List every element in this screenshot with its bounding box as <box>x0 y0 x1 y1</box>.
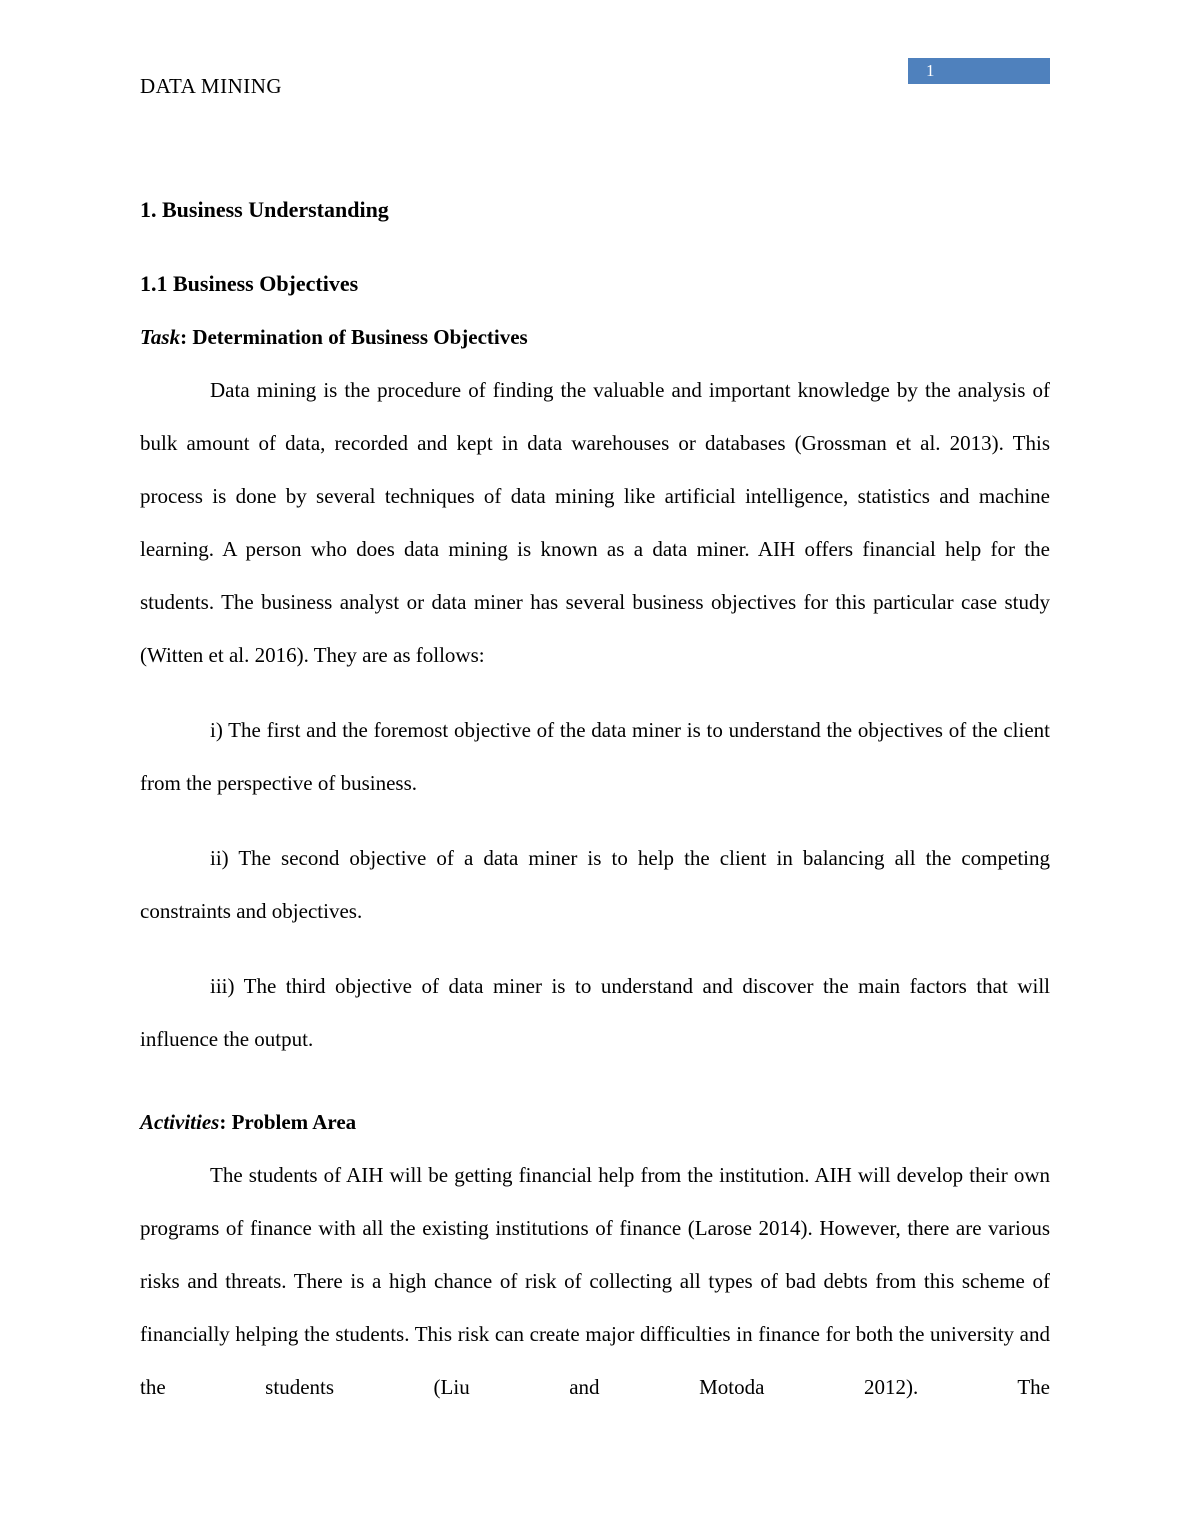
list-item-iii: iii) The third objective of data miner is to understand and discover the main factors that will influence the output. <box>140 974 1050 1051</box>
activities-title: : Problem Area <box>219 1110 357 1134</box>
paragraph-intro: Data mining is the procedure of finding the valuable and important knowledge by the analysis of bulk amount of data, recorded and kept in data warehouses or databases (Grossman et al. 2013). This process is done by several techniques of data mining like artificial intelligence, statistics and machine learning. A person who does data mining is known as a data miner. AIH offers financial help for the students. The business analyst or data miner has several business objectives for this particular case study (Witten et al. 2016). They are as follows: <box>140 378 1050 667</box>
activities-label: Activities <box>140 1110 220 1134</box>
page-number-badge: 1 <box>908 58 1050 84</box>
list-item-i: i) The first and the foremost objective of the data miner is to understand the objectives of the client from the perspective of business. <box>140 718 1050 795</box>
heading-business-understanding: 1. Business Understanding <box>140 197 389 222</box>
activities-heading <box>140 1110 1050 1135</box>
task-label: Task <box>140 325 181 349</box>
task-title: : Determination of Business Objectives <box>180 325 528 349</box>
task-heading <box>140 325 1050 350</box>
document-header <box>140 58 1050 99</box>
heading-business-objectives: 1.1 Business Objectives <box>140 271 359 296</box>
paragraph-problem-area: The students of AIH will be getting financial help from the institution. AIH will develop their own programs of finance with all the existing institutions of finance (Larose 2014). However, there are various risks and threats. There is a high chance of risk of collecting all types of bad debts from this scheme of financially helping the students. This risk can create major difficulties in finance for both the university and the students (Liu and Motoda 2012). The <box>140 1163 1050 1399</box>
list-item-ii: ii) The second objective of a data miner is to help the client in balancing all the competing constraints and objectives. <box>140 846 1050 923</box>
running-head: DATA MINING <box>140 74 283 98</box>
